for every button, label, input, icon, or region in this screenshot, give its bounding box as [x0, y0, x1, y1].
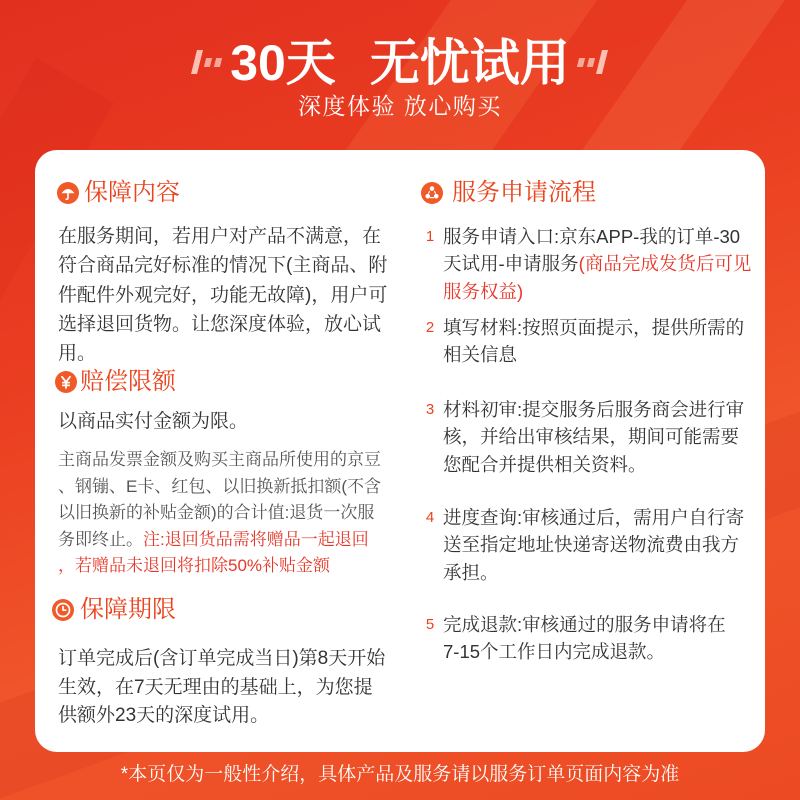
step-text [443, 223, 751, 305]
step-text: 填写材料:按照页面提示，提供所需的 相关信息 [443, 317, 745, 366]
compensation-detail-text: 主商品发票金额及购买主商品所使用的京豆 、钢镚、E卡、红包、以旧换新抵扣额(不含 以旧换新的补贴金额)的合计值:退货一次服 务即终止。 [58, 450, 381, 549]
step-text-highlight: (商品完成发货后可见 服务权益) [443, 253, 752, 302]
section-heading-service-process: 服务申请流程 [452, 179, 596, 206]
step-number: 2 [425, 319, 435, 336]
step-text: 进度查询:审核通过后，需用户自行寄 送至指定地址快递寄送物流费由我方 承担。 [443, 507, 745, 583]
section-heading-guarantee-content: 保障内容 [84, 179, 180, 206]
step-number: 1 [425, 228, 435, 245]
clock-icon [52, 599, 74, 621]
page-subtitle: 深度体验 放心购买 [298, 93, 502, 119]
title-days: 30天 [230, 35, 336, 91]
guarantee-period-text: 订单完成后(含订单完成当日)第8天开始 生效，在7天无理由的基础上，为您提 供额外23天的深度试用。 [58, 648, 386, 726]
process-flow-icon [421, 182, 443, 204]
umbrella-icon [57, 182, 79, 204]
step-number: 3 [425, 401, 435, 418]
page-title [0, 35, 800, 91]
step-text-main: 服务申请入口:京东APP-我的订单-30 天试用-申请服务 [443, 226, 741, 275]
guarantee-content-text: 在服务期间，若用户对产品不满意，在 符合商品完好标准的情况下(主商品、附 件配件外观完好，功能无故障)，用户可 选择退回货物。让您深度体验，放心试 用。 [58, 226, 388, 365]
compensation-note: 注:退回货品需将赠品一起退回 ，若赠品未退回将扣除50%补贴金额 [58, 529, 369, 575]
info-card [35, 150, 765, 752]
compensation-summary: 以商品实付金额为限。 [58, 411, 249, 432]
step-number: 5 [425, 616, 435, 633]
step-number: 4 [425, 509, 435, 526]
section-heading-compensation-limit: 赔偿限额 [80, 368, 176, 395]
compensation-detail [58, 447, 381, 580]
step-text: 材料初审:提交服务后服务商会进行审 核，并给出审核结果，期间可能需要 您配合并提供相关资料。 [443, 399, 745, 475]
title-main: 无忧试用 [369, 35, 570, 91]
footer-disclaimer: *本页仅为一般性介绍，具体产品及服务请以服务订单页面内容为准 [120, 764, 680, 785]
step-text: 完成退款:审核通过的服务申请将在 7-15个工作日内完成退款。 [443, 614, 726, 663]
section-heading-guarantee-period: 保障期限 [80, 596, 176, 623]
yuan-icon [55, 371, 77, 393]
